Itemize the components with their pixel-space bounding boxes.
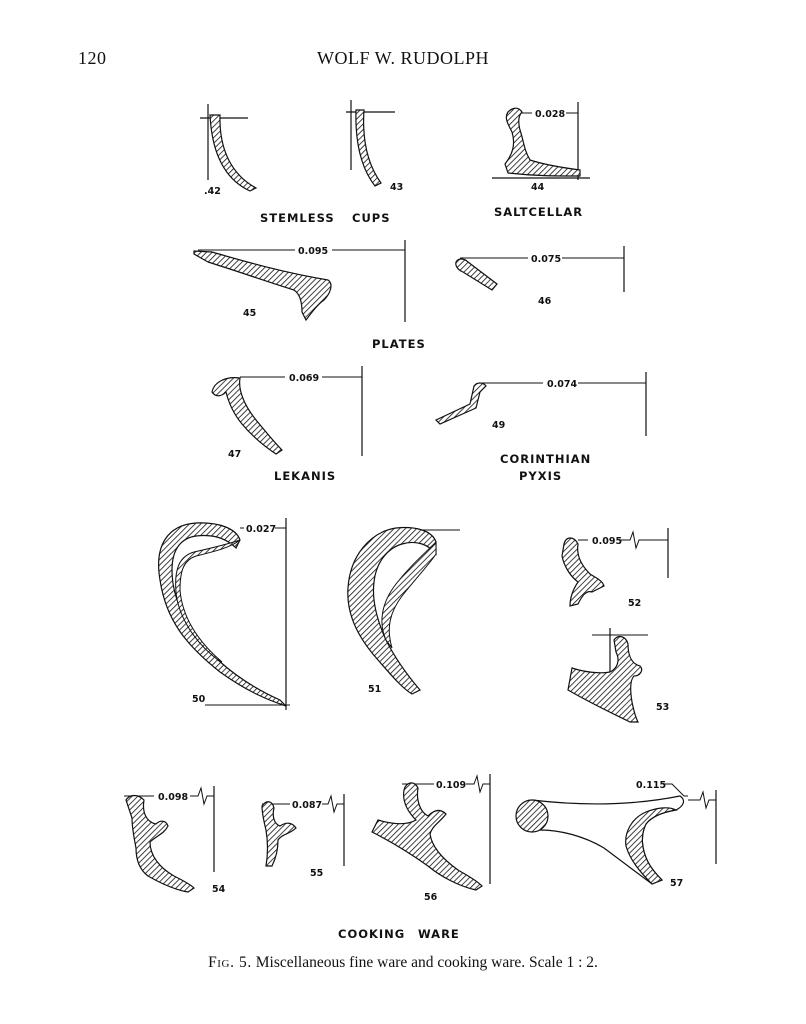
- profile-52: [562, 528, 668, 609]
- label-cooking: COOKING: [338, 927, 406, 941]
- profile-57: [516, 780, 716, 889]
- profile-54: [124, 786, 226, 895]
- dimension-50: 0.027: [246, 524, 277, 535]
- profile-number-54: 54: [212, 884, 226, 895]
- label-pyxis: PYXIS: [519, 469, 563, 483]
- profile-number-49: 49: [492, 420, 506, 431]
- profile-49: [436, 372, 646, 436]
- profile-number-52: 52: [628, 598, 642, 609]
- dimension-49: 0.074: [547, 379, 578, 390]
- profile-number-53: 53: [656, 702, 670, 713]
- figure-caption: [0, 954, 806, 972]
- label-stemless: STEMLESS: [260, 211, 335, 225]
- caption-text: Miscellaneous fine ware and cooking ware. Scale 1 : 2.: [255, 954, 598, 971]
- profile-number-57: 57: [670, 878, 684, 889]
- profile-50: [159, 518, 290, 710]
- dimension-47: 0.069: [289, 373, 320, 384]
- profile-53: [568, 628, 669, 722]
- label-saltcellar: SALTCELLAR: [494, 205, 584, 219]
- profile-56: [372, 774, 490, 903]
- dimension-44: 0.028: [535, 109, 566, 120]
- profile-number-43: 43: [390, 182, 404, 193]
- profile-number-50: 50: [192, 694, 206, 705]
- profile-number-51: 51: [368, 684, 382, 695]
- label-plates: PLATES: [372, 337, 426, 351]
- profile-number-44: 44: [531, 182, 545, 193]
- profile-42: [200, 104, 256, 197]
- dimension-57: 0.115: [636, 780, 667, 791]
- profile-46: [456, 246, 624, 307]
- profile-number-45: 45: [243, 308, 257, 319]
- profile-47: [212, 366, 362, 460]
- dimension-52: 0.095: [592, 536, 623, 547]
- profile-number-55: 55: [310, 868, 324, 879]
- profile-45: [194, 240, 405, 322]
- label-lekanis: LEKANIS: [274, 469, 337, 483]
- profile-51: [348, 528, 460, 695]
- dimension-46: 0.075: [531, 254, 562, 265]
- dimension-45: 0.095: [298, 246, 329, 257]
- label-cups: CUPS: [352, 211, 391, 225]
- dimension-56: 0.109: [436, 780, 467, 791]
- page-number: 120: [78, 48, 107, 68]
- label-corinthian: CORINTHIAN: [500, 452, 592, 466]
- label-ware: WARE: [418, 927, 460, 941]
- profile-number-46: 46: [538, 296, 552, 307]
- profile-43: [346, 100, 403, 193]
- caption-fig-label: Fig. 5.: [208, 954, 252, 971]
- running-head: WOLF W. RUDOLPH: [316, 48, 489, 68]
- profile-55: [262, 794, 344, 879]
- dimension-54: 0.098: [158, 792, 189, 803]
- profile-number-47: 47: [228, 449, 242, 460]
- profile-number-56: 56: [424, 892, 438, 903]
- profile-number-42: .42: [204, 186, 221, 197]
- profile-44: [492, 102, 590, 193]
- dimension-55: 0.087: [292, 800, 323, 811]
